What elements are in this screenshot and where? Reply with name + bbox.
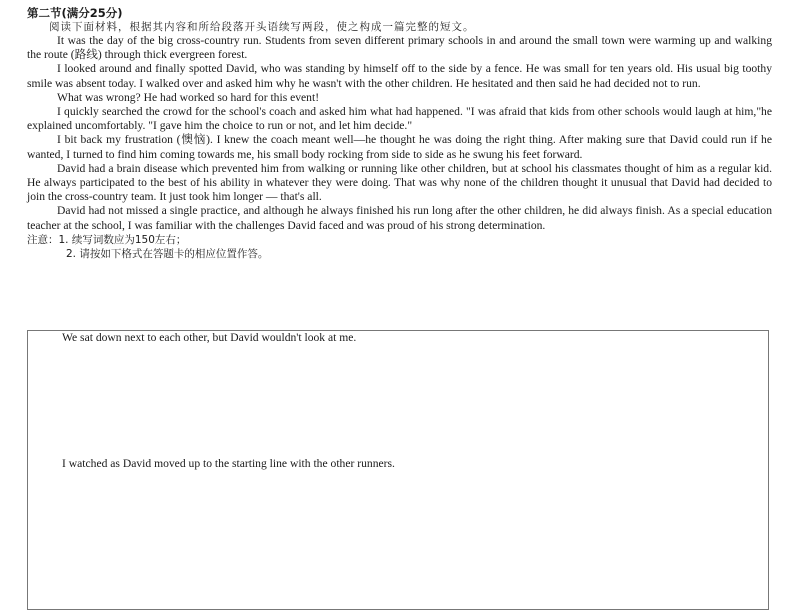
opening-sentence-2: I watched as David moved up to the starting line with the other runners. xyxy=(62,457,395,470)
instruction-text: 阅读下面材料，根据其内容和所给段落开头语续写两段，使之构成一篇完整的短文。 xyxy=(49,21,475,33)
paragraph-3: What was wrong? He had worked so hard for this event! xyxy=(57,90,320,104)
paragraph-6: David had a brain disease which prevented him from walking or running like other children, but at school his classmates thought of him as a regular kid. He always participated to the best of his ability in whatever they were doing. That was why none of the children thought it unusual that David had decided to join the cross-country team. It just took him longer — that's all. xyxy=(27,161,772,204)
paragraph-4: I quickly searched the crowd for the school's coach and asked him what had happened. "I was afraid that kids from other schools would laugh at him,"he explained uncomfortably. "I gave him the choice to run or not, and let him decide." xyxy=(27,105,772,133)
note-line-1: 注意：1. 续写词数应为150左右； xyxy=(27,233,187,246)
paragraph-1: It was the day of the big cross-country run. Students from seven different primary schools in and around the small town were warming up and walking the route (路线) through thick evergreen forest. xyxy=(27,34,772,62)
section-title: 第二节(满分25分) xyxy=(27,6,123,20)
opening-sentence-1: We sat down next to each other, but David wouldn't look at me. xyxy=(62,331,357,344)
notes-block xyxy=(27,233,772,261)
paragraph-2: I looked around and finally spotted David, who was standing by himself off to the side by a fence. He was small for ten years old. His usual big toothy smile was absent today. I walked over and asked him why he wasn't with the other children. He hesitated and then said he had decided not to run. xyxy=(27,62,772,90)
note-line-2: 2. 请按如下格式在答题卡的相应位置作答。 xyxy=(66,247,269,260)
passage-page xyxy=(27,6,772,261)
paragraph-5: I bit back my frustration (懊恼). I knew the coach meant well—he thought he was doing the right thing. After making sure that David could run if he wanted, I turned to find him coming towards me, his small body rocking from side to side as he swung his feet forward. xyxy=(27,133,772,161)
paragraph-7: David had not missed a single practice, and although he always finished his run long after the other children, he did always finish. As a special education teacher at the school, I was familiar with the challenges David faced and was proud of his strong determination. xyxy=(27,204,772,232)
answer-box[interactable] xyxy=(27,330,769,610)
